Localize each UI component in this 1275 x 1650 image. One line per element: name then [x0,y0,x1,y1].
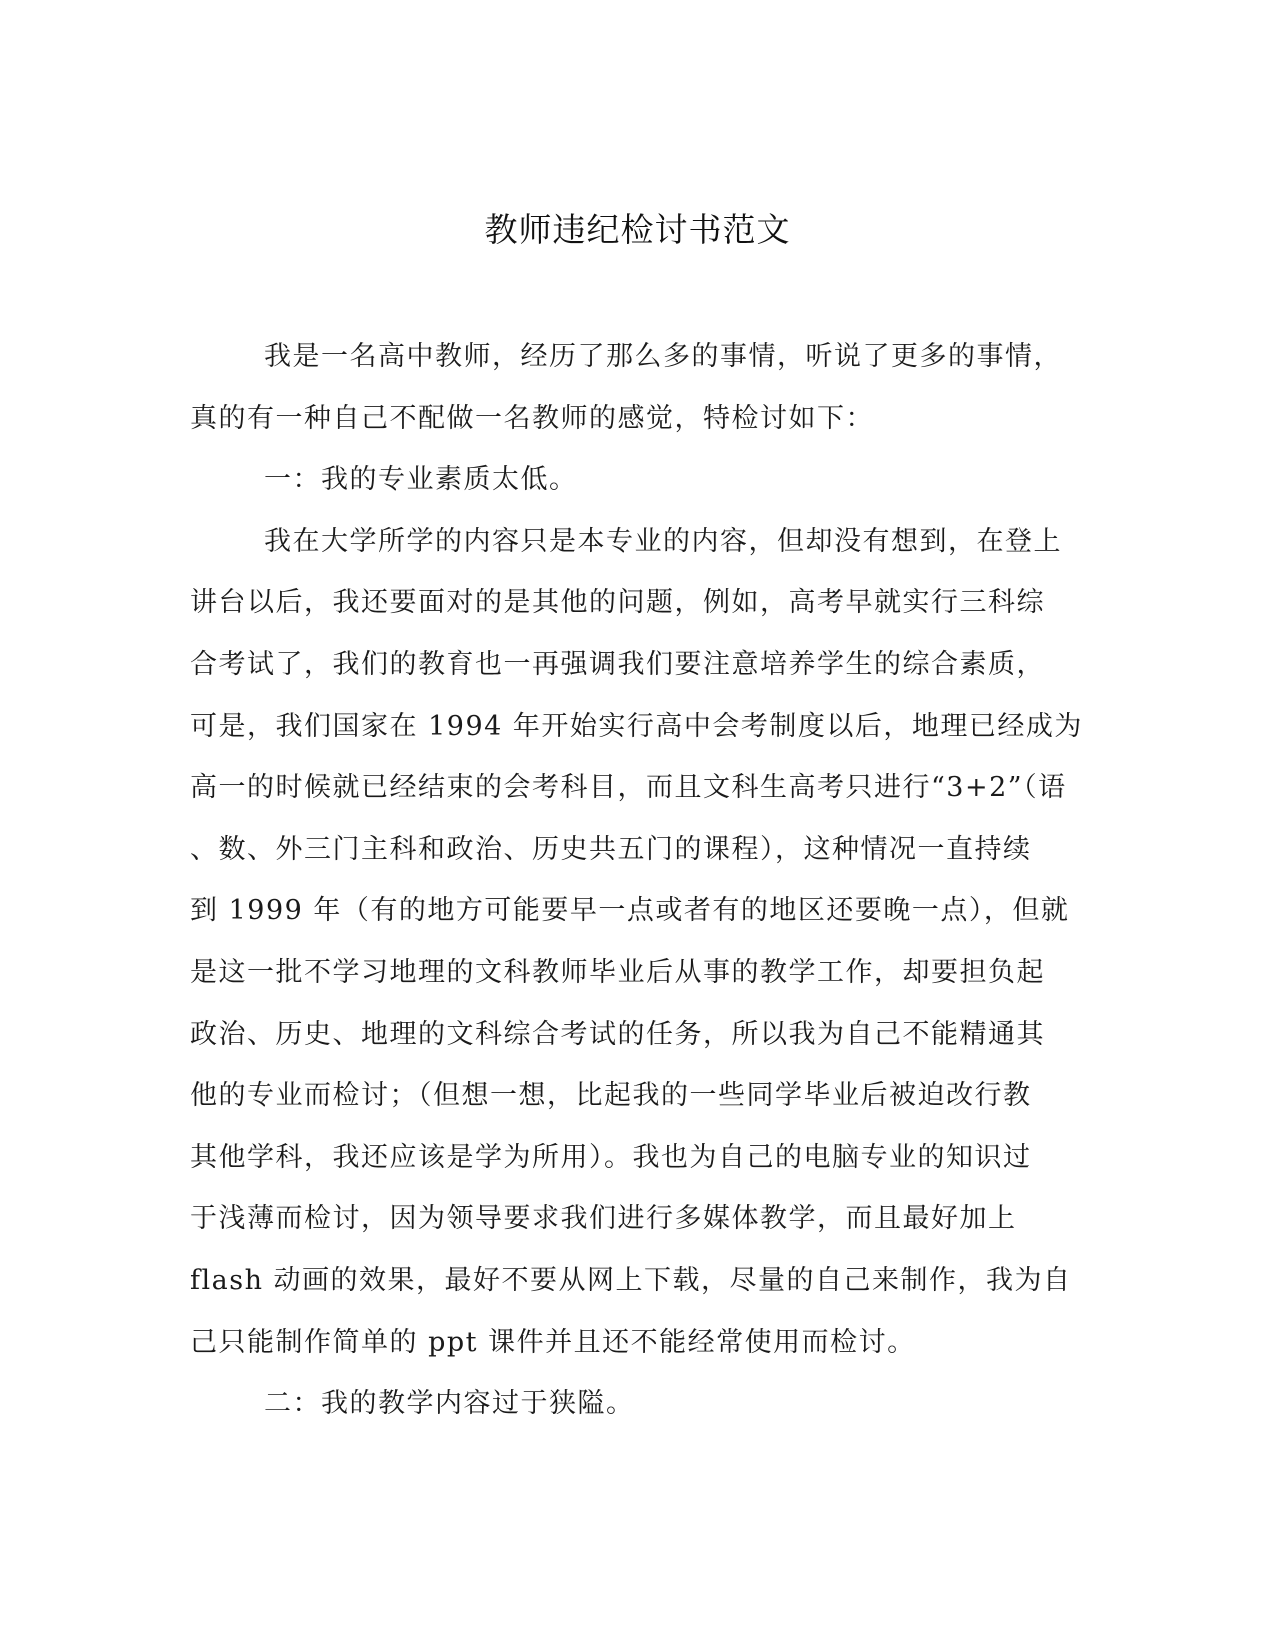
document-body [190,326,1083,1435]
paragraph-line: 高一的时候就已经结束的会考科目，而且文科生高考只进行“3+2”（语 [190,772,1067,804]
section-heading-2: 二：我的教学内容过于狭隘。 [264,1388,635,1420]
paragraph-line: 其他学科，我还应该是学为所用）。我也为自己的电脑专业的知识过 [190,1141,1032,1173]
paragraph-line: 是这一批不学习地理的文科教师毕业后从事的教学工作，却要担负起 [190,956,1045,988]
paragraph-line: 讲台以后，我还要面对的是其他的问题，例如，高考早就实行三科综 [190,587,1045,619]
paragraph-line: 他的专业而检讨；（但想一想，比起我的一些同学毕业后被迫改行教 [190,1080,1032,1112]
paragraph-line: 、数、外三门主科和政治、历史共五门的课程），这种情况一直持续 [190,833,1032,865]
paragraph-line: 可是，我们国家在 1994 年开始实行高中会考制度以后，地理已经成为 [190,710,1083,742]
paragraph-line: 真的有一种自己不配做一名教师的感觉，特检讨如下： [190,402,874,434]
document-title: 教师违纪检讨书范文 [484,210,791,249]
paragraph-line: 政治、历史、地理的文科综合考试的任务，所以我为自己不能精通其 [190,1018,1045,1050]
paragraph-line: 于浅薄而检讨，因为领导要求我们进行多媒体教学，而且最好加上 [190,1203,1017,1235]
paragraph-line: 到 1999 年（有的地方可能要早一点或者有的地区还要晚一点），但就 [190,895,1070,927]
paragraph-line: 我是一名高中教师，经历了那么多的事情，听说了更多的事情， [264,341,1062,372]
paragraph-line: 己只能制作简单的 ppt 课件并且还不能经常使用而检讨。 [190,1326,916,1358]
paragraph-line: 合考试了，我们的教育也一再强调我们要注意培养学生的综合素质， [190,648,1045,680]
paragraph-line: flash 动画的效果，最好不要从网上下载，尽量的自己来制作，我为自 [190,1264,1072,1296]
section-heading-1: 一：我的专业素质太低。 [264,464,578,496]
paragraph-line: 我在大学所学的内容只是本专业的内容，但却没有想到，在登上 [264,525,1062,557]
